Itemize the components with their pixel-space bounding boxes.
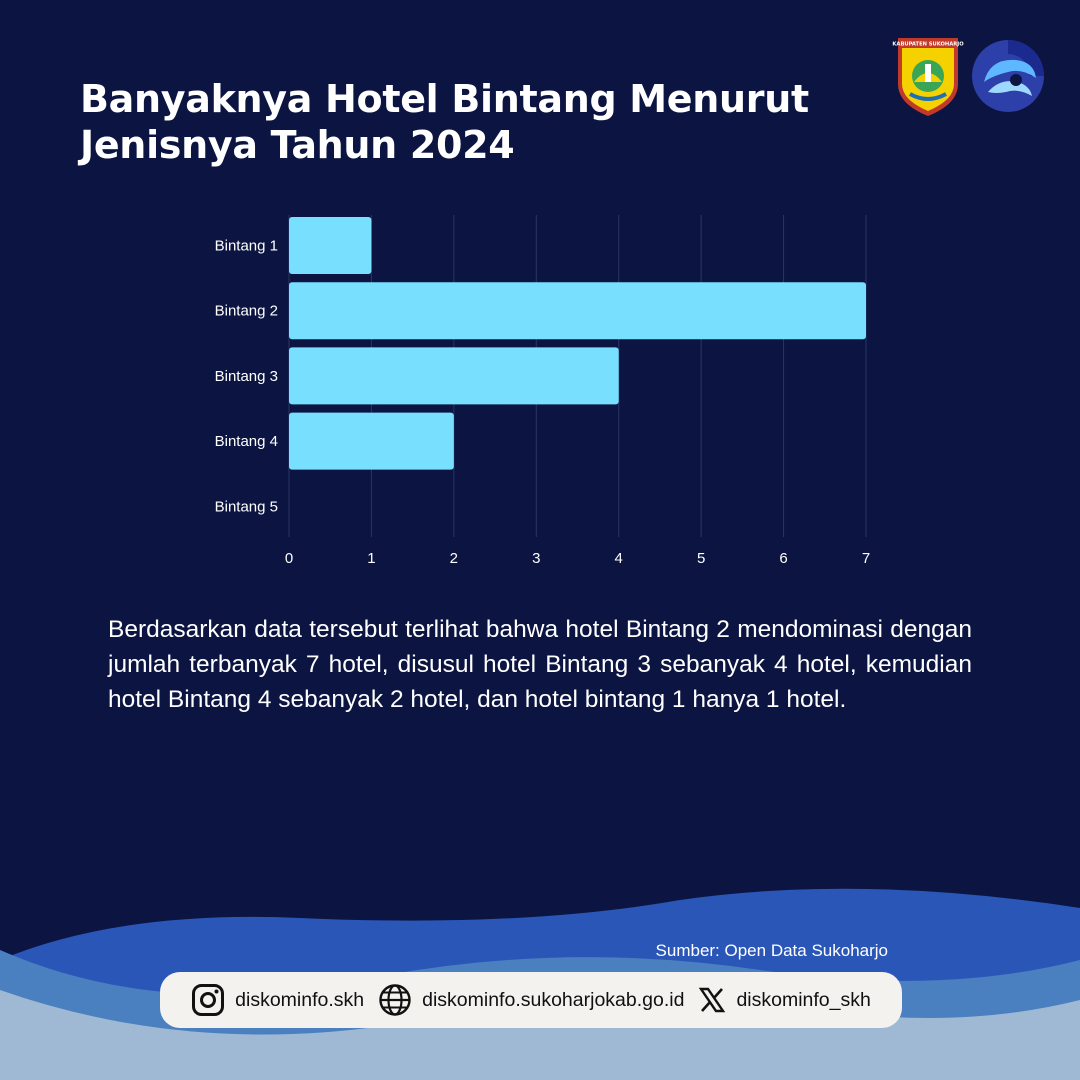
kabupaten-emblem-text: KABUPATEN SUKOHARJO [892, 41, 964, 48]
source-note: Sumber: Open Data Sukoharjo [655, 941, 888, 960]
x-tick-label: 2 [449, 550, 459, 567]
category-label: Bintang 3 [214, 367, 278, 385]
x-tick-label: 7 [861, 550, 871, 567]
category-label: Bintang 2 [214, 302, 278, 320]
x-item[interactable] [698, 986, 870, 1014]
x-handle: diskominfo_skh [736, 988, 871, 1011]
instagram-item[interactable] [191, 983, 364, 1017]
website-url: diskominfo.sukoharjokab.go.id [422, 988, 685, 1011]
category-label: Bintang 5 [214, 498, 278, 516]
social-bar [160, 972, 902, 1028]
instagram-handle: diskominfo.skh [235, 988, 365, 1011]
category-label: Bintang 4 [214, 433, 278, 451]
x-tick-label: 4 [614, 550, 623, 567]
x-icon [698, 986, 726, 1014]
x-tick-label: 3 [532, 550, 541, 567]
description-text: Berdasarkan data tersebut terlihat bahwa hotel Bintang 2 mendominasi dengan jumlah terbanyak 7 hotel, disusul hotel Bintang 3 sebanyak 4 hotel, kemudian hotel Bintang 4 sebanyak 2 hotel, dan hotel bintang 1 hanya 1 hotel. [108, 616, 972, 713]
x-tick-label: 6 [779, 550, 788, 567]
x-tick-label: 0 [284, 550, 294, 567]
x-tick-label: 5 [696, 550, 706, 567]
bar [289, 217, 371, 274]
category-label: Bintang 1 [214, 237, 278, 255]
bar [289, 282, 866, 339]
x-tick-label: 1 [367, 550, 376, 567]
bar [289, 347, 619, 404]
website-item[interactable] [378, 983, 684, 1017]
instagram-icon [191, 983, 225, 1017]
globe-icon [378, 983, 412, 1017]
page-title: Banyaknya Hotel Bintang Menurut Jenisnya Tahun 2024 [80, 77, 809, 167]
bar [289, 413, 454, 470]
